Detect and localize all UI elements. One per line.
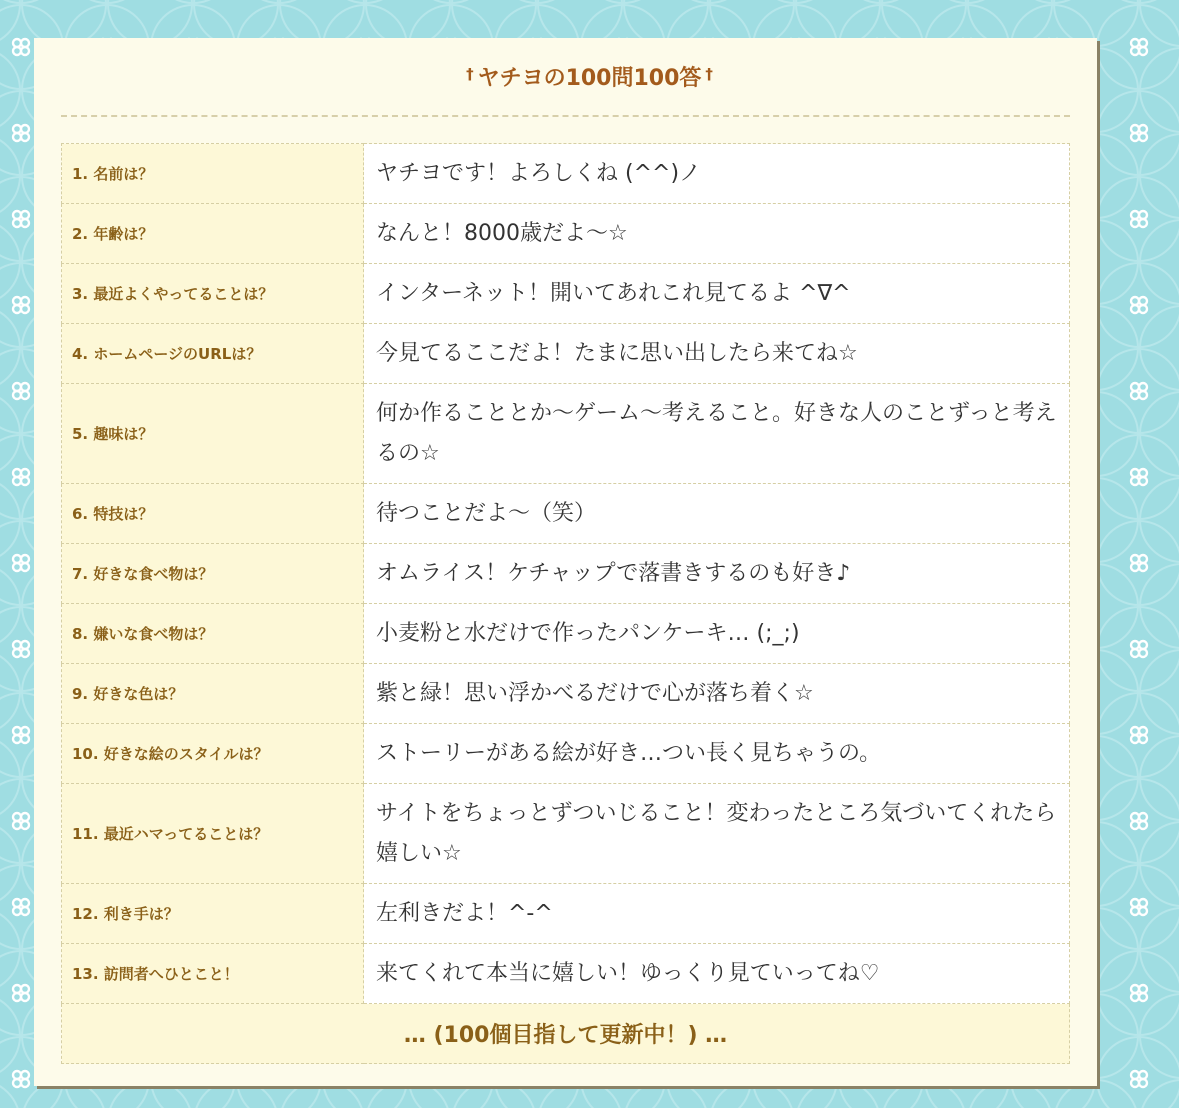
question-cell: 2. 年齢は？ (62, 204, 364, 264)
qa-row (62, 264, 1070, 324)
answer-cell: インターネット！開いてあれこれ見てるよ ^∇^ (364, 264, 1070, 324)
qa-row (62, 784, 1070, 884)
qa-row (62, 324, 1070, 384)
answer-cell: 小麦粉と水だけで作ったパンケーキ… (;_;) (364, 604, 1070, 664)
answer-cell: 今見てるここだよ！たまに思い出したら来てね☆ (364, 324, 1070, 384)
question-cell: 7. 好きな食べ物は？ (62, 544, 364, 604)
question-cell: 13. 訪問者へひとこと！ (62, 944, 364, 1004)
answer-cell: 待つことだよ〜（笑） (364, 484, 1070, 544)
qa-row (62, 724, 1070, 784)
qa-row (62, 204, 1070, 264)
footer-note: … (100個目指して更新中！) … (62, 1004, 1070, 1064)
answer-cell: 紫と緑！思い浮かべるだけで心が落ち着く☆ (364, 664, 1070, 724)
answer-cell: オムライス！ケチャップで落書きするのも好き♪ (364, 544, 1070, 604)
answer-cell: ストーリーがある絵が好き…つい長く見ちゃうの。 (364, 724, 1070, 784)
question-cell: 9. 好きな色は？ (62, 664, 364, 724)
question-cell: 4. ホームページのURLは？ (62, 324, 364, 384)
qa-row (62, 384, 1070, 484)
page-title (0, 64, 1179, 95)
answer-cell: サイトをちょっとずついじること！変わったところ気づいてくれたら嬉しい☆ (364, 784, 1070, 884)
page-title-text: ヤチヨの100問100答 (477, 66, 702, 91)
title-divider (61, 115, 1070, 117)
answer-cell: 来てくれて本当に嬉しい！ゆっくり見ていってね♡ (364, 944, 1070, 1004)
qa-row (62, 604, 1070, 664)
footer-row (62, 1004, 1070, 1064)
qa-row (62, 884, 1070, 944)
qa-row (62, 484, 1070, 544)
dagger-right: † (705, 65, 713, 83)
qa-row (62, 944, 1070, 1004)
answer-cell: ヤチヨです！よろしくね (^^)ノ (364, 144, 1070, 204)
dagger-left: † (466, 65, 474, 83)
question-cell: 10. 好きな絵のスタイルは？ (62, 724, 364, 784)
question-cell: 11. 最近ハマってることは？ (62, 784, 364, 884)
answer-cell: 何か作ることとか〜ゲーム〜考えること。好きな人のことずっと考えるの☆ (364, 384, 1070, 484)
qa-table (61, 143, 1070, 1064)
question-cell: 1. 名前は？ (62, 144, 364, 204)
answer-cell: 左利きだよ！^-^ (364, 884, 1070, 944)
qa-row (62, 144, 1070, 204)
qa-row (62, 664, 1070, 724)
question-cell: 5. 趣味は？ (62, 384, 364, 484)
question-cell: 8. 嫌いな食べ物は？ (62, 604, 364, 664)
qa-row (62, 544, 1070, 604)
answer-cell: なんと！8000歳だよ〜☆ (364, 204, 1070, 264)
question-cell: 6. 特技は？ (62, 484, 364, 544)
question-cell: 3. 最近よくやってることは？ (62, 264, 364, 324)
question-cell: 12. 利き手は？ (62, 884, 364, 944)
